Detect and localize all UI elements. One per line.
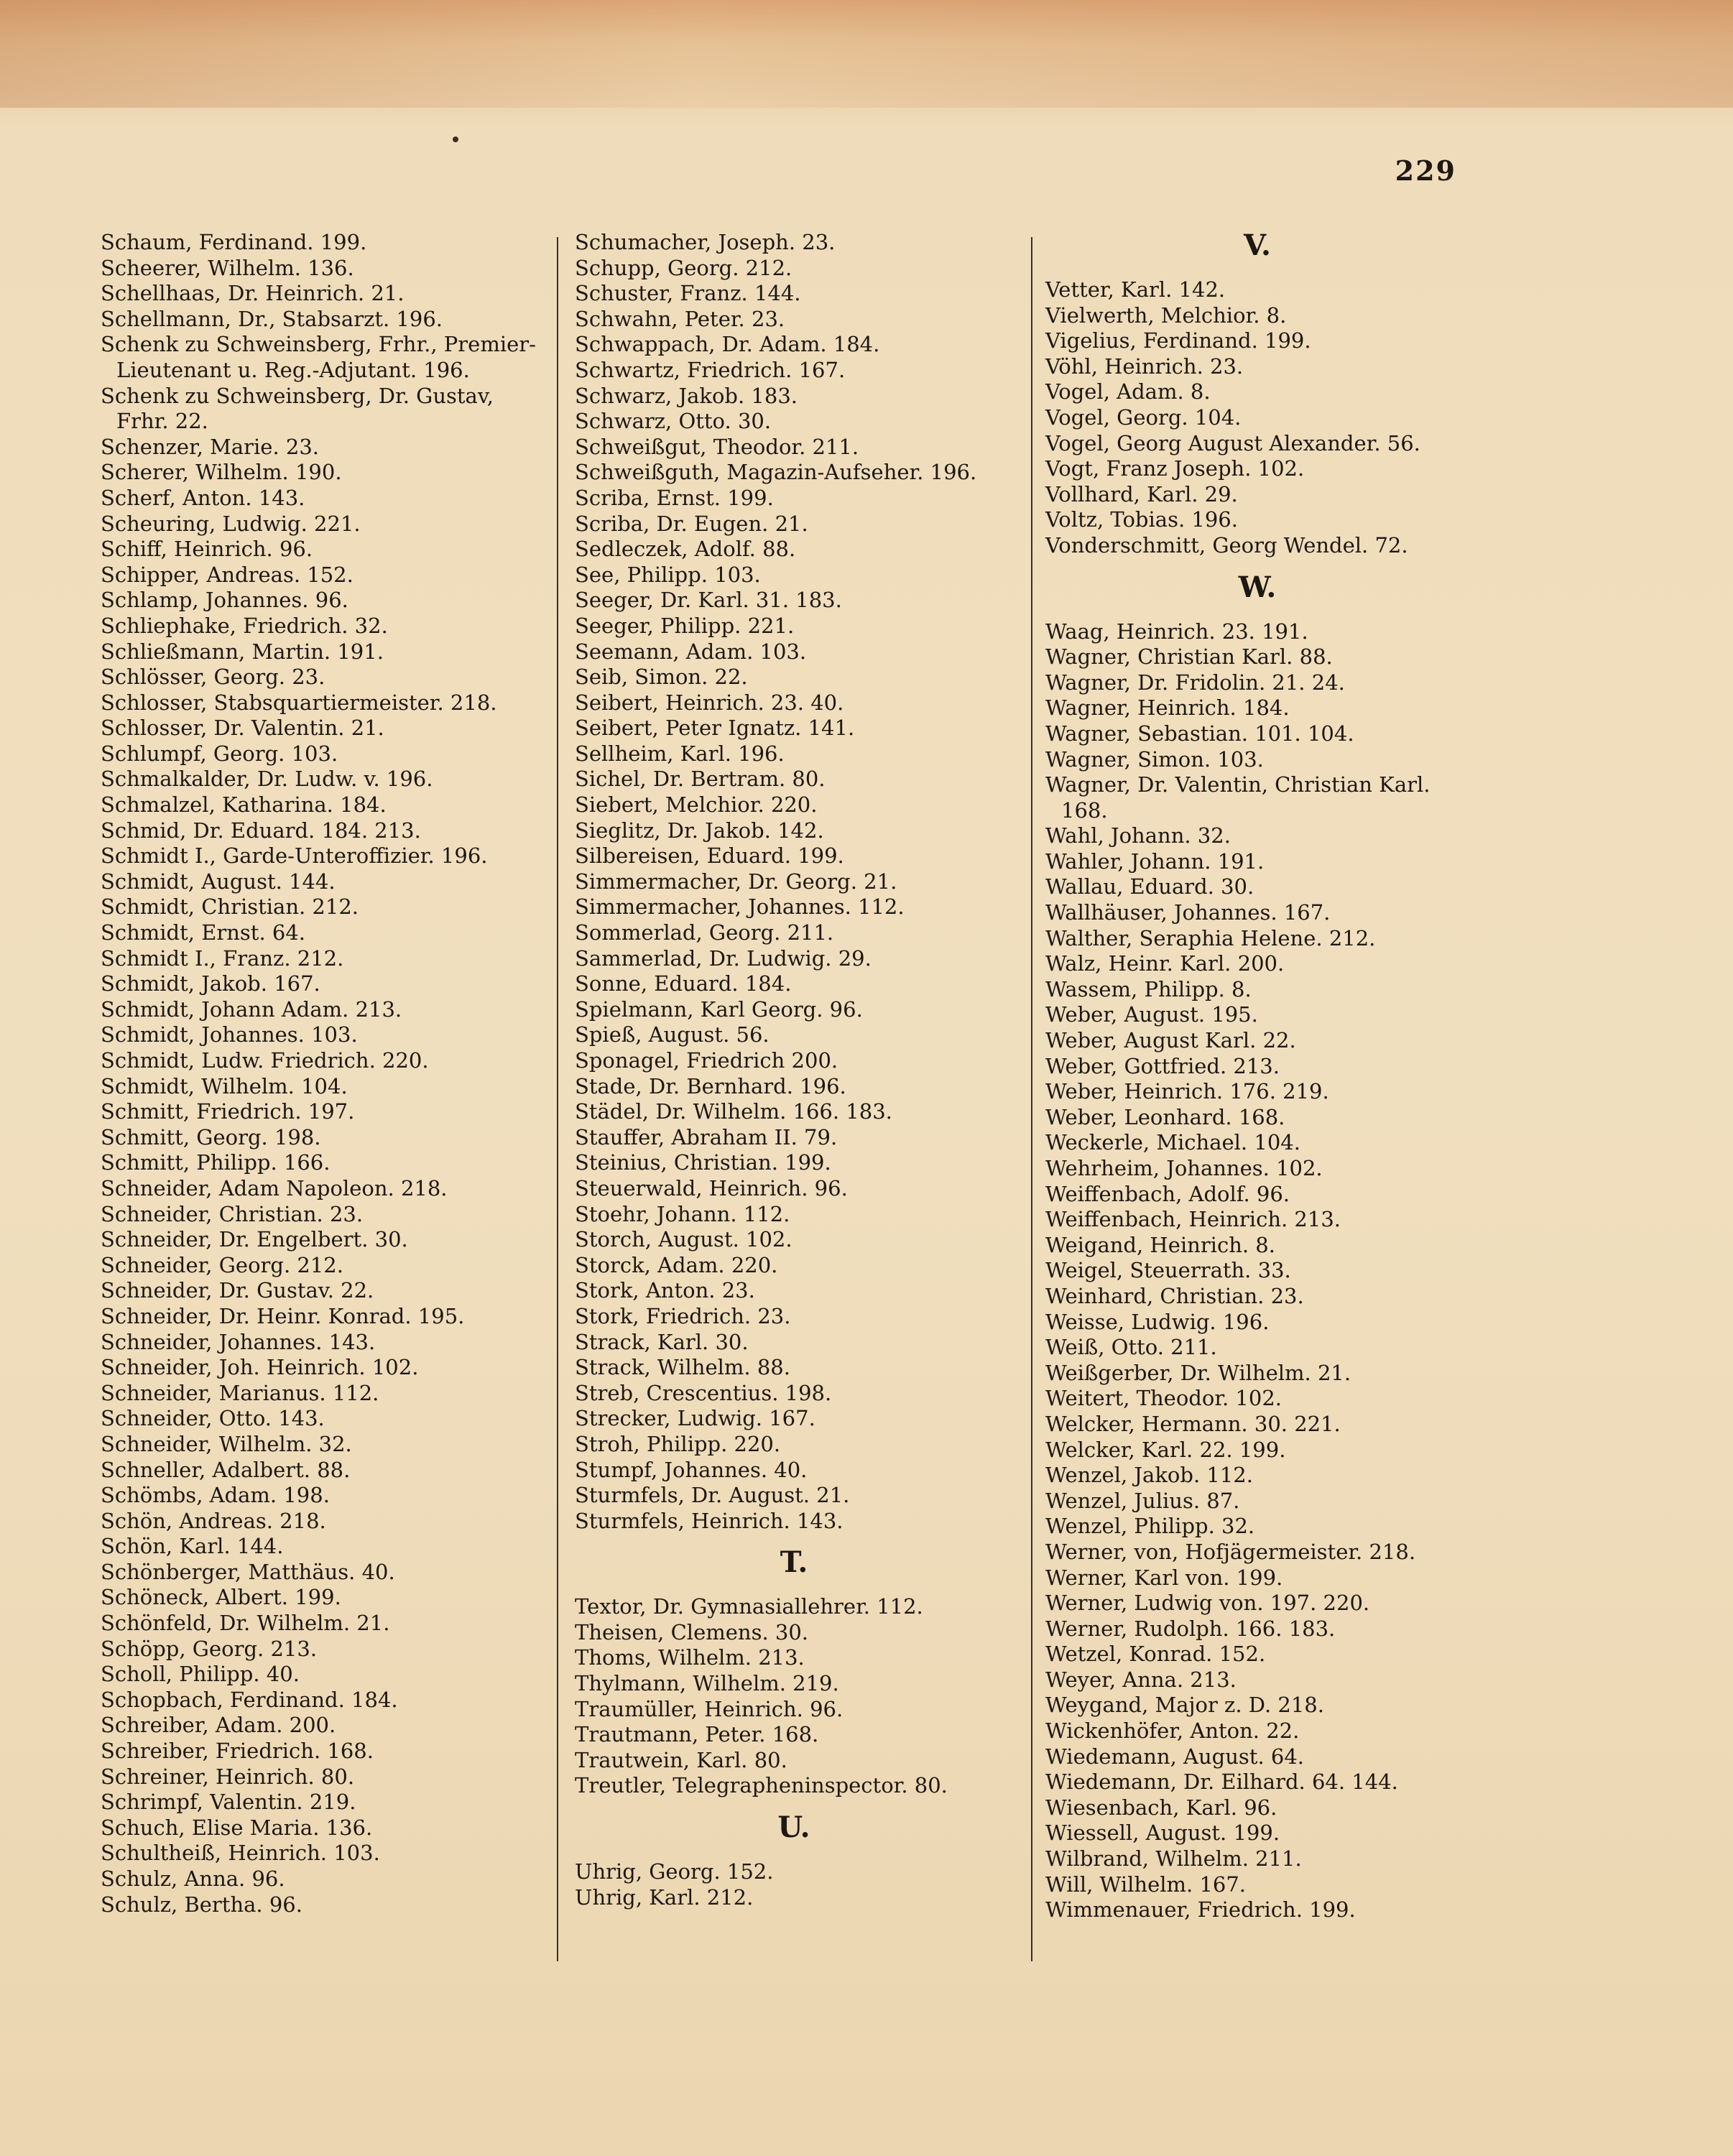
index-entry: Scriba, Dr. Eugen. 21.	[575, 511, 808, 536]
index-entry: Walz, Heinr. Karl. 200.	[1045, 951, 1285, 976]
index-entry: Schneider, Joh. Heinrich. 102.	[101, 1355, 419, 1380]
index-entry: Schupp, Georg. 212.	[575, 255, 792, 280]
index-entry: Stroh, Philipp. 220.	[575, 1431, 781, 1456]
index-entry: Scheuring, Ludwig. 221.	[101, 511, 361, 536]
index-entry: Thoms, Wilhelm. 213.	[575, 1645, 805, 1670]
index-entry: Weber, Gottfried. 213.	[1045, 1053, 1280, 1078]
index-entry: Schuster, Franz. 144.	[575, 281, 801, 306]
index-entry: Seeger, Philipp. 221.	[575, 613, 795, 638]
index-entry: Schiff, Heinrich. 96.	[101, 537, 313, 562]
index-entry: Schumacher, Joseph. 23.	[575, 230, 836, 254]
section-heading-v: V.	[1244, 228, 1271, 262]
index-entry: Schmidt I., Garde-Unteroffizier. 196.	[101, 843, 488, 869]
index-entry: Vielwerth, Melchior. 8.	[1045, 302, 1287, 328]
index-entry: Welcker, Hermann. 30. 221.	[1045, 1411, 1341, 1436]
index-entry: Weber, August. 195.	[1045, 1002, 1258, 1027]
index-entry: Werner, Karl von. 199.	[1045, 1565, 1283, 1590]
index-entry: Vonderschmitt, Georg Wendel. 72.	[1045, 532, 1408, 557]
index-entry: Schlamp, Johannes. 96.	[101, 588, 348, 613]
index-entry: Schlosser, Dr. Valentin. 21.	[101, 716, 384, 741]
index-entry: Schwarz, Jakob. 183.	[575, 383, 798, 408]
index-entry: Scherf, Anton. 143.	[101, 485, 305, 510]
index-entry: Schöpp, Georg. 213.	[101, 1636, 318, 1661]
index-entry: Simmermacher, Dr. Georg. 21.	[575, 869, 897, 894]
index-entry: Schön, Andreas. 218.	[101, 1508, 326, 1533]
index-entry: Schmitt, Philipp. 166.	[101, 1150, 331, 1175]
index-entry: Schmitt, Georg. 198.	[101, 1124, 321, 1149]
index-entry: Wickenhöfer, Anton. 22.	[1045, 1718, 1300, 1744]
index-entry: Schneider, Dr. Engelbert. 30.	[101, 1227, 408, 1252]
index-entry: Weyer, Anna. 213.	[1045, 1667, 1237, 1692]
index-entry: Walther, Seraphia Helene. 212.	[1045, 925, 1376, 950]
index-entry: Schmidt I., Franz. 212.	[101, 945, 344, 971]
index-entry: Schneider, Wilhelm. 32.	[101, 1431, 352, 1456]
index-entry: Weinhard, Christian. 23.	[1045, 1283, 1304, 1308]
index-entry: Storch, August. 102.	[575, 1227, 792, 1252]
index-entry: Weigand, Heinrich. 8.	[1045, 1232, 1275, 1257]
index-entry: Schweißguth, Magazin-Aufseher. 196.	[575, 460, 977, 485]
index-entry: Wenzel, Jakob. 112.	[1045, 1463, 1253, 1488]
index-entry: Schmidt, Ernst. 64.	[101, 920, 306, 945]
index-entry: Stork, Anton. 23.	[575, 1278, 755, 1303]
page-number: 229	[1395, 154, 1456, 187]
index-entry: Vöhl, Heinrich. 23.	[1045, 353, 1244, 379]
index-entry: Schneider, Dr. Heinr. Konrad. 195.	[101, 1303, 465, 1328]
index-entry: Schmidt, Johann Adam. 213.	[101, 996, 402, 1022]
ink-dot	[453, 137, 458, 142]
index-entry: Schmid, Dr. Eduard. 184. 213.	[101, 818, 421, 843]
index-entry: Strack, Wilhelm. 88.	[575, 1355, 790, 1380]
index-entry: Schreiner, Heinrich. 80.	[101, 1764, 355, 1789]
index-entry: Vogel, Georg. 104.	[1045, 404, 1242, 430]
index-entry: Sponagel, Friedrich 200.	[575, 1048, 838, 1073]
index-entry: Schönfeld, Dr. Wilhelm. 21.	[101, 1611, 390, 1636]
index-entry: Stade, Dr. Bernhard. 196.	[575, 1073, 846, 1098]
index-entry: Schmidt, August. 144.	[101, 869, 336, 894]
index-entry: Wenzel, Philipp. 32.	[1045, 1514, 1255, 1539]
index-entry: Werner, Rudolph. 166. 183.	[1045, 1616, 1336, 1641]
index-entry: Scheerer, Wilhelm. 136.	[101, 255, 354, 280]
index-entry: Strecker, Ludwig. 167.	[575, 1406, 815, 1431]
index-entry: Schulz, Bertha. 96.	[101, 1892, 302, 1917]
column-2	[575, 230, 1013, 1910]
index-entry: Schneider, Otto. 143.	[101, 1406, 325, 1431]
index-entry: Weber, Heinrich. 176. 219.	[1045, 1079, 1329, 1104]
index-entry: Weigel, Steuerrath. 33.	[1045, 1258, 1291, 1283]
index-entry: Strack, Karl. 30.	[575, 1329, 749, 1354]
index-entry: Schneider, Christian. 23.	[101, 1201, 364, 1226]
index-entry: Sichel, Dr. Bertram. 80.	[575, 767, 826, 792]
index-entry: Schreiber, Friedrich. 168.	[101, 1739, 374, 1764]
index-entry: Vollhard, Karl. 29.	[1045, 481, 1238, 506]
column-1	[101, 230, 539, 1917]
index-entry: Schwarz, Otto. 30.	[575, 409, 772, 434]
index-entry: Schmalzel, Katharina. 184.	[101, 792, 387, 818]
index-entry: Wagner, Sebastian. 101. 104.	[1045, 721, 1354, 746]
index-entry: Schlosser, Stabsquartiermeister. 218.	[101, 690, 497, 715]
index-entry: Schmidt, Christian. 212.	[101, 894, 359, 920]
index-entry: Textor, Dr. Gymnasiallehrer. 112.	[575, 1594, 923, 1619]
index-entry: Sammerlad, Dr. Ludwig. 29.	[575, 945, 872, 971]
index-entry: Schöneck, Albert. 199.	[101, 1585, 341, 1610]
index-entry: Schneider, Johannes. 143.	[101, 1329, 376, 1354]
index-entry: Spieß, August. 56.	[575, 1022, 770, 1047]
index-entry: Sturmfels, Heinrich. 143.	[575, 1508, 844, 1533]
index-entry: Schellhaas, Dr. Heinrich. 21.	[101, 281, 405, 306]
index-entry: Wilbrand, Wilhelm. 211.	[1045, 1846, 1302, 1872]
index-entry: Wehrheim, Johannes. 102.	[1045, 1156, 1323, 1180]
index-entry: Schneider, Adam Napoleon. 218.	[101, 1175, 448, 1200]
index-entry: Schweißgut, Theodor. 211.	[575, 434, 859, 459]
index-entry: Steinius, Christian. 199.	[575, 1150, 831, 1175]
index-entry: Schmalkalder, Dr. Ludw. v. 196.	[101, 767, 433, 792]
index-entry: Wiesenbach, Karl. 96.	[1045, 1795, 1277, 1820]
index-entry: Wallhäuser, Johannes. 167.	[1045, 900, 1331, 925]
index-entry: Stoehr, Johann. 112.	[575, 1201, 790, 1226]
index-entry: Wiedemann, Dr. Eilhard. 64. 144.	[1045, 1769, 1398, 1795]
index-entry: Wiedemann, August. 64.	[1045, 1744, 1304, 1769]
index-entry: Silbereisen, Eduard. 199.	[575, 843, 844, 869]
index-entry: Siebert, Melchior. 220.	[575, 792, 818, 818]
index-entry: Seibert, Heinrich. 23. 40.	[575, 690, 844, 715]
index-entry: Sturmfels, Dr. August. 21.	[575, 1483, 850, 1508]
index-entry: Sonne, Eduard. 184.	[575, 971, 792, 996]
index-entry: Schaum, Ferdinand. 199.	[101, 230, 367, 254]
index-entry: Wiessell, August. 199.	[1045, 1820, 1280, 1846]
index-entry: Scherer, Wilhelm. 190.	[101, 460, 342, 485]
index-entry: Weiffenbach, Heinrich. 213.	[1045, 1207, 1341, 1232]
index-entry: Vigelius, Ferdinand. 199.	[1045, 328, 1311, 353]
index-entry: Vogt, Franz Joseph. 102.	[1045, 456, 1305, 481]
index-entry: Wahler, Johann. 191.	[1045, 848, 1265, 874]
index-entry: Waag, Heinrich. 23. 191.	[1045, 619, 1308, 644]
section-heading-w: W.	[1238, 570, 1277, 604]
index-entry: Trautwein, Karl. 80.	[575, 1747, 787, 1772]
index-entry: Schenzer, Marie. 23.	[101, 434, 320, 459]
index-entry: Simmermacher, Johannes. 112.	[575, 894, 905, 920]
index-entry: Stumpf, Johannes. 40.	[575, 1457, 808, 1482]
index-entry: Sedleczek, Adolf. 88.	[575, 537, 796, 562]
section-heading-t: T.	[780, 1545, 808, 1580]
paper-stain	[0, 0, 1733, 108]
index-entry: Schmidt, Johannes. 103.	[101, 1022, 358, 1047]
index-entry: Schultheiß, Heinrich. 103.	[101, 1841, 380, 1866]
index-entry: Schneider, Marianus. 112.	[101, 1380, 379, 1405]
index-entry: Schrimpf, Valentin. 219.	[101, 1790, 356, 1815]
index-entry: Schwappach, Dr. Adam. 184.	[575, 332, 880, 357]
index-entry: Schuch, Elise Maria. 136.	[101, 1815, 373, 1840]
column-divider-2	[1031, 237, 1032, 1961]
index-entry: Sieglitz, Dr. Jakob. 142.	[575, 818, 824, 843]
index-entry: Traumüller, Heinrich. 96.	[575, 1696, 844, 1721]
index-entry: Scholl, Philipp. 40.	[101, 1662, 300, 1687]
index-entry: Schwahn, Peter. 23.	[575, 306, 785, 331]
index-entry: Weckerle, Michael. 104.	[1045, 1130, 1300, 1155]
index-entry: Schmidt, Jakob. 167.	[101, 971, 320, 996]
index-entry: Wagner, Heinrich. 184.	[1045, 695, 1290, 721]
index-entry: Weber, August Karl. 22.	[1045, 1028, 1296, 1053]
index-entry: Sellheim, Karl. 196.	[575, 741, 785, 766]
index-entry: Schreiber, Adam. 200.	[101, 1713, 336, 1738]
index-entry: Weitert, Theodor. 102.	[1045, 1386, 1282, 1411]
index-entry: Voltz, Tobias. 196.	[1045, 507, 1238, 532]
index-entry: Werner, von, Hofjägermeister. 218.	[1045, 1539, 1416, 1564]
index-entry: Wallau, Eduard. 30.	[1045, 874, 1254, 899]
index-entry: Schneller, Adalbert. 88.	[101, 1457, 351, 1482]
index-entry: Weygand, Major z. D. 218.	[1045, 1693, 1324, 1718]
index-entry: Weisse, Ludwig. 196.	[1045, 1309, 1270, 1334]
index-entry: Seeger, Dr. Karl. 31. 183.	[575, 588, 842, 613]
column-3	[1045, 230, 1469, 1923]
index-entry: Wagner, Christian Karl. 88.	[1045, 644, 1333, 670]
index-entry: Thylmann, Wilhelm. 219.	[575, 1671, 839, 1696]
index-entry: Weiffenbach, Adolf. 96.	[1045, 1181, 1290, 1206]
index-entry: Weiß, Otto. 211.	[1045, 1335, 1217, 1360]
index-entry: Wahl, Johann. 32.	[1045, 823, 1231, 848]
index-entry: Schmidt, Ludw. Friedrich. 220.	[101, 1048, 429, 1073]
section-heading-u: U.	[777, 1810, 810, 1845]
index-entry: Steuerwald, Heinrich. 96.	[575, 1175, 848, 1200]
index-entry: Vogel, Adam. 8.	[1045, 379, 1211, 404]
index-entry: Schenk zu Schweinsberg, Dr. Gustav, Frhr. 22.	[101, 383, 494, 434]
index-entry: Storck, Adam. 220.	[575, 1252, 778, 1277]
index-entry: See, Philipp. 103.	[575, 562, 761, 587]
index-entry: Theisen, Clemens. 30.	[575, 1619, 809, 1644]
index-entry: Sommerlad, Georg. 211.	[575, 920, 834, 945]
index-entry: Stauffer, Abraham II. 79.	[575, 1124, 838, 1149]
index-entry: Vetter, Karl. 142.	[1045, 277, 1226, 302]
index-entry: Schenk zu Schweinsberg, Frhr., Premier-Lieutenant u. Reg.-Adjutant. 196.	[101, 332, 536, 382]
index-entry: Schmitt, Friedrich. 197.	[101, 1099, 355, 1124]
index-entry: Städel, Dr. Wilhelm. 166. 183.	[575, 1099, 892, 1124]
index-entry: Schopbach, Ferdinand. 184.	[101, 1687, 398, 1712]
index-entry: Welcker, Karl. 22. 199.	[1045, 1437, 1286, 1462]
index-entry: Wetzel, Konrad. 152.	[1045, 1642, 1266, 1667]
index-entry: Seib, Simon. 22.	[575, 665, 748, 690]
index-entry: Weber, Leonhard. 168.	[1045, 1104, 1285, 1129]
index-entry: Spielmann, Karl Georg. 96.	[575, 996, 863, 1022]
index-entry: Wagner, Simon. 103.	[1045, 746, 1264, 772]
index-entry: Schwartz, Friedrich. 167.	[575, 357, 846, 382]
index-entry: Schneider, Dr. Gustav. 22.	[101, 1278, 374, 1303]
index-entry: Schlösser, Georg. 23.	[101, 665, 325, 690]
index-entry: Schliephake, Friedrich. 32.	[101, 613, 388, 638]
index-entry: Weißgerber, Dr. Wilhelm. 21.	[1045, 1360, 1351, 1385]
index-entry: Will, Wilhelm. 167.	[1045, 1872, 1247, 1897]
index-entry: Schömbs, Adam. 198.	[101, 1483, 330, 1508]
index-entry: Seemann, Adam. 103.	[575, 639, 807, 664]
index-entry: Schönberger, Matthäus. 40.	[101, 1559, 395, 1584]
index-entry: Schmidt, Wilhelm. 104.	[101, 1073, 348, 1098]
index-entry: Wagner, Dr. Valentin, Christian Karl. 168.	[1045, 772, 1431, 823]
index-entry: Wimmenauer, Friedrich. 199.	[1045, 1897, 1356, 1923]
index-entry: Schipper, Andreas. 152.	[101, 562, 353, 587]
index-entry: Seibert, Peter Ignatz. 141.	[575, 716, 855, 741]
index-entry: Schließmann, Martin. 191.	[101, 639, 384, 664]
index-entry: Vogel, Georg August Alexander. 56.	[1045, 430, 1420, 455]
index-entry: Uhrig, Georg. 152.	[575, 1859, 774, 1884]
index-entry: Schellmann, Dr., Stabsarzt. 196.	[101, 306, 443, 331]
index-entry: Trautmann, Peter. 168.	[575, 1722, 819, 1747]
index-entry: Treutler, Telegrapheninspector. 80.	[575, 1773, 948, 1798]
index-entry: Uhrig, Karl. 212.	[575, 1884, 754, 1910]
column-divider-1	[557, 237, 558, 1961]
index-entry: Schön, Karl. 144.	[101, 1534, 284, 1559]
index-entry: Schneider, Georg. 212.	[101, 1252, 343, 1277]
index-entry: Stork, Friedrich. 23.	[575, 1303, 791, 1328]
index-entry: Wagner, Dr. Fridolin. 21. 24.	[1045, 670, 1345, 695]
index-entry: Schlumpf, Georg. 103.	[101, 741, 338, 766]
index-entry: Wenzel, Julius. 87.	[1045, 1488, 1240, 1513]
index-entry: Schulz, Anna. 96.	[101, 1866, 285, 1891]
index-entry: Wassem, Philipp. 8.	[1045, 976, 1252, 1001]
index-entry: Werner, Ludwig von. 197. 220.	[1045, 1591, 1370, 1616]
index-entry: Scriba, Ernst. 199.	[575, 485, 774, 510]
index-entry: Streb, Crescentius. 198.	[575, 1380, 832, 1405]
